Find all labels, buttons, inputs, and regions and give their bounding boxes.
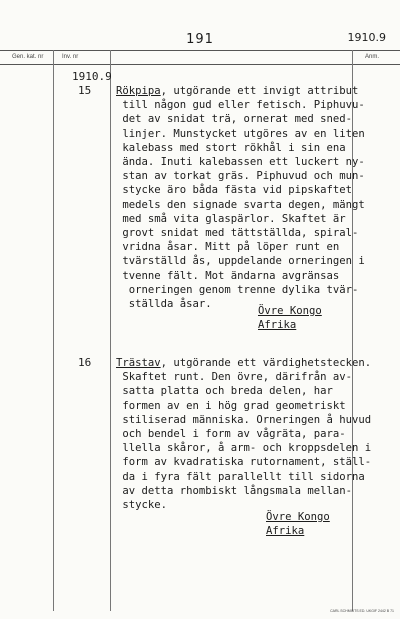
column-header-gen-kat: Gen. kat. nr: [12, 54, 44, 60]
page-number: 191: [186, 32, 214, 47]
printer-imprint: CARL SCHMIDTS ED. UKGIF 2442 B 71: [330, 609, 394, 613]
entry-line: stiliserad människa. Orneringen å huvud: [116, 413, 372, 426]
entry-line: grovt snidat med tättställda, spiral-: [116, 227, 359, 240]
entry-line: ända. Inuti kalebassen ett luckert ny-: [116, 156, 365, 169]
entry-title: Rökpipa: [116, 85, 161, 97]
column-header-inv: Inv. nr: [62, 54, 79, 60]
entry-year: 1910.9: [72, 70, 112, 83]
entry-line: stan av torkat gräs. Piphuvud och mun-: [116, 170, 365, 183]
column-divider-2: [110, 50, 111, 611]
entry-line: , utgörande ett värdighetstecken.: [160, 357, 372, 369]
entry-line: Skaftet runt. Den övre, därifrån av-: [116, 371, 352, 384]
entry-line: det av snidat trä, ornerat med sned-: [116, 113, 352, 126]
entry-line: med små vita glaspärlor. Skaftet är: [116, 212, 346, 225]
entry-line: kalebass med stort rökhål i sin ena: [116, 141, 346, 154]
entry-line: till någon gud eller fetisch. Piphuvu-: [116, 99, 365, 112]
entry-line: da i fyra fält parallellt till sidorna: [116, 470, 365, 483]
inventory-number: 16: [78, 356, 92, 369]
entry-line: vridna åsar. Mitt på löper runt en: [116, 241, 340, 254]
inventory-number: 15: [78, 84, 92, 97]
column-header-anm: Anm.: [365, 54, 380, 60]
entry-line: linjer. Munstycket utgöres av en liten: [116, 127, 365, 140]
entry-description: [116, 84, 398, 311]
column-divider-1: [53, 50, 54, 611]
entry-line: stycke äro båda fästa vid pipskaftet: [116, 184, 352, 197]
entry-location-region: Övre Kongo: [258, 305, 322, 317]
header-rule: [0, 64, 400, 65]
entry-description: [116, 356, 398, 512]
entry-line: och bendel i form av vågräta, para-: [116, 428, 346, 441]
entry-line: form av kvadratiska rutornament, ställ-: [116, 456, 372, 469]
entry-line: orneringen genom trenne dylika tvär-: [116, 283, 359, 296]
entry-line: satta platta och breda delen, har: [116, 385, 333, 398]
header-year: 1910.9: [347, 31, 386, 44]
entry-title: Trästav: [116, 357, 161, 369]
entry-line: llella skåror, å arm- och kroppsdelen i: [116, 442, 372, 455]
entry-line: , utgörande ett invigt attribut: [160, 85, 359, 97]
entry-line: formen av en i hög grad geometriskt: [116, 399, 346, 412]
entry-line: av detta rhombiskt långsmala mellan-: [116, 484, 352, 497]
entry-location-continent: Afrika: [266, 525, 305, 537]
entry-location-region: Övre Kongo: [266, 511, 330, 523]
entry-line: medels den signade svarta degen, mängt: [116, 198, 365, 211]
top-rule: [0, 50, 400, 51]
entry-line: ställda åsar.: [116, 298, 212, 311]
entry-line: stycke.: [116, 499, 168, 512]
entry-line: tvenne fält. Mot ändarna avgränsas: [116, 269, 340, 282]
entry-location-continent: Afrika: [258, 319, 297, 331]
entry-line: tvärställd ås, uppdelande orneringen i: [116, 255, 365, 268]
